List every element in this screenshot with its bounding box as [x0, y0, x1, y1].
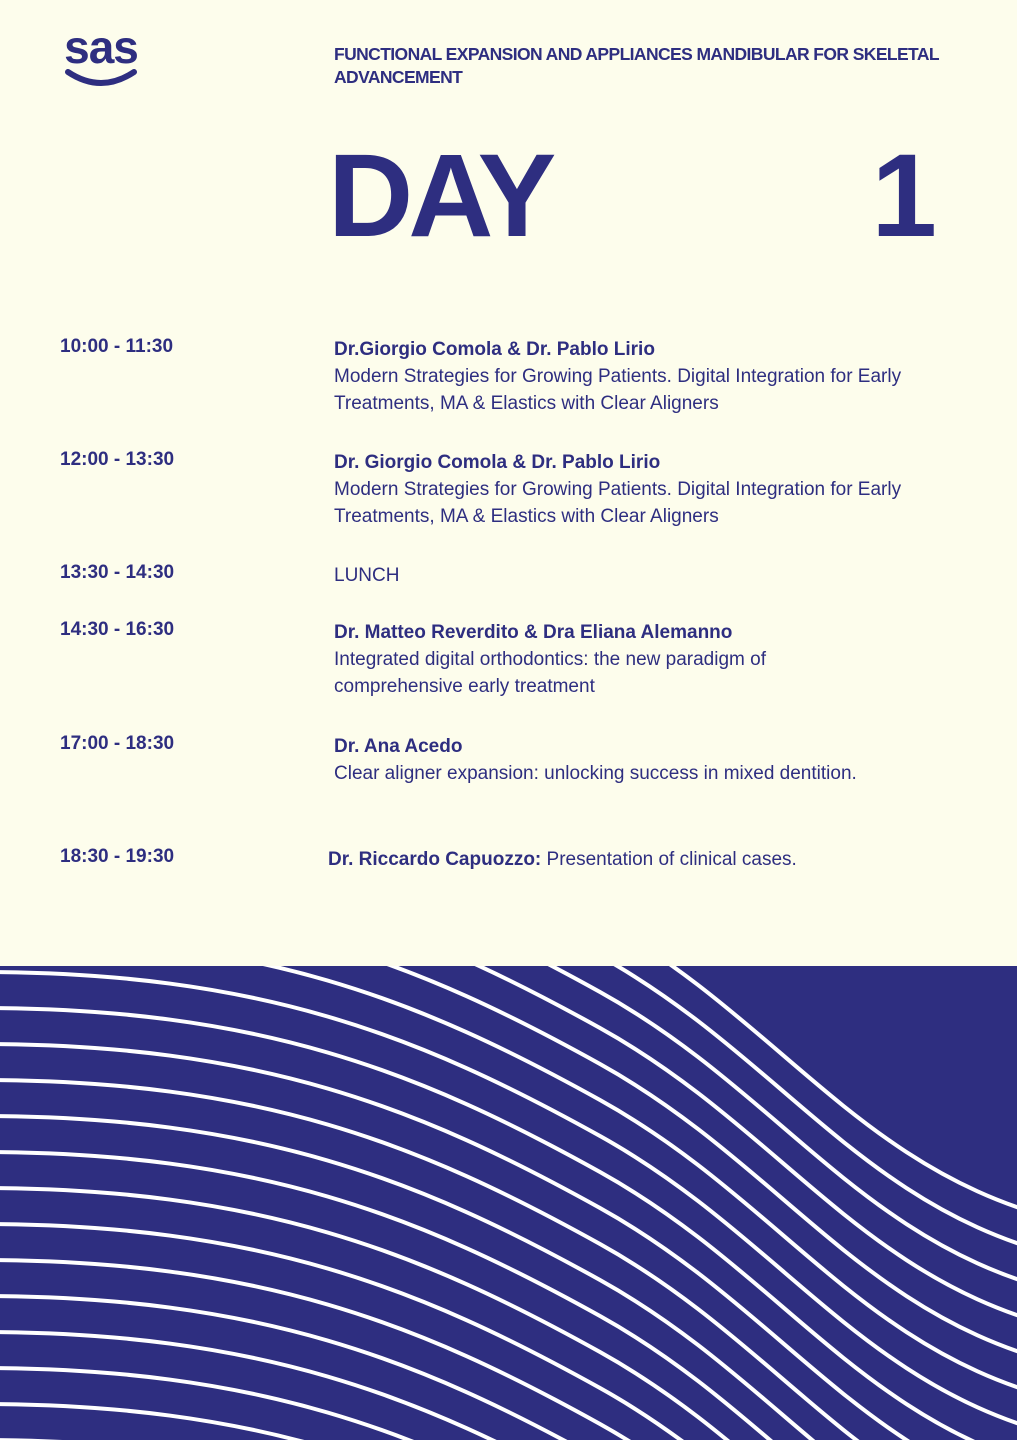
slot-description: Integrated digital orthodontics: the new paradigm of comprehensive early treatment — [334, 649, 766, 697]
slot-speaker: Dr. Matteo Reverdito & Dra Eliana Alemanno — [334, 622, 733, 643]
slot-description: Clear aligner expansion: unlocking success in mixed dentition. — [334, 763, 857, 784]
slot-time: 14:30 - 16:30 — [60, 619, 175, 640]
slot-description: Presentation of clinical cases. — [546, 849, 797, 870]
logo-text: sas — [64, 21, 138, 73]
wave-pattern — [0, 966, 1017, 1440]
slot-info — [334, 619, 874, 700]
slot-info — [334, 733, 994, 787]
slot-description: LUNCH — [334, 565, 400, 586]
slot-time: 18:30 - 19:30 — [60, 846, 175, 867]
slot-time: 17:00 - 18:30 — [60, 733, 175, 754]
slot-speaker: Dr. Giorgio Comola & Dr. Pablo Lirio — [334, 452, 661, 473]
sas-logo — [60, 21, 142, 88]
day-number: 1 — [871, 130, 937, 262]
slot-description: Modern Strategies for Growing Patients. Digital Integration for Early Treatments, MA & Elastics with Clear Aligners — [334, 479, 902, 527]
slot-info — [334, 562, 974, 589]
slot-speaker: Dr. Ana Acedo — [334, 736, 463, 757]
slot-time: 10:00 - 11:30 — [60, 336, 174, 357]
slot-info — [334, 449, 944, 530]
event-title: FUNCTIONAL EXPANSION AND APPLIANCES MANDIBULAR FOR SKELETAL ADVANCEMENT — [334, 44, 939, 87]
slot-description: Modern Strategies for Growing Patients. Digital Integration for Early Treatments, MA & Elastics with Clear Aligners — [334, 366, 902, 414]
slot-info — [334, 336, 914, 417]
smile-icon — [64, 68, 138, 88]
slot-speaker: Dr. Riccardo Capuozzo: — [328, 849, 542, 870]
slot-time: 12:00 - 13:30 — [60, 449, 175, 470]
day-label: DAY — [328, 130, 552, 262]
slot-speaker: Dr.Giorgio Comola & Dr. Pablo Lirio — [334, 339, 655, 360]
slot-time: 13:30 - 14:30 — [60, 562, 175, 583]
slot-info — [328, 846, 988, 873]
